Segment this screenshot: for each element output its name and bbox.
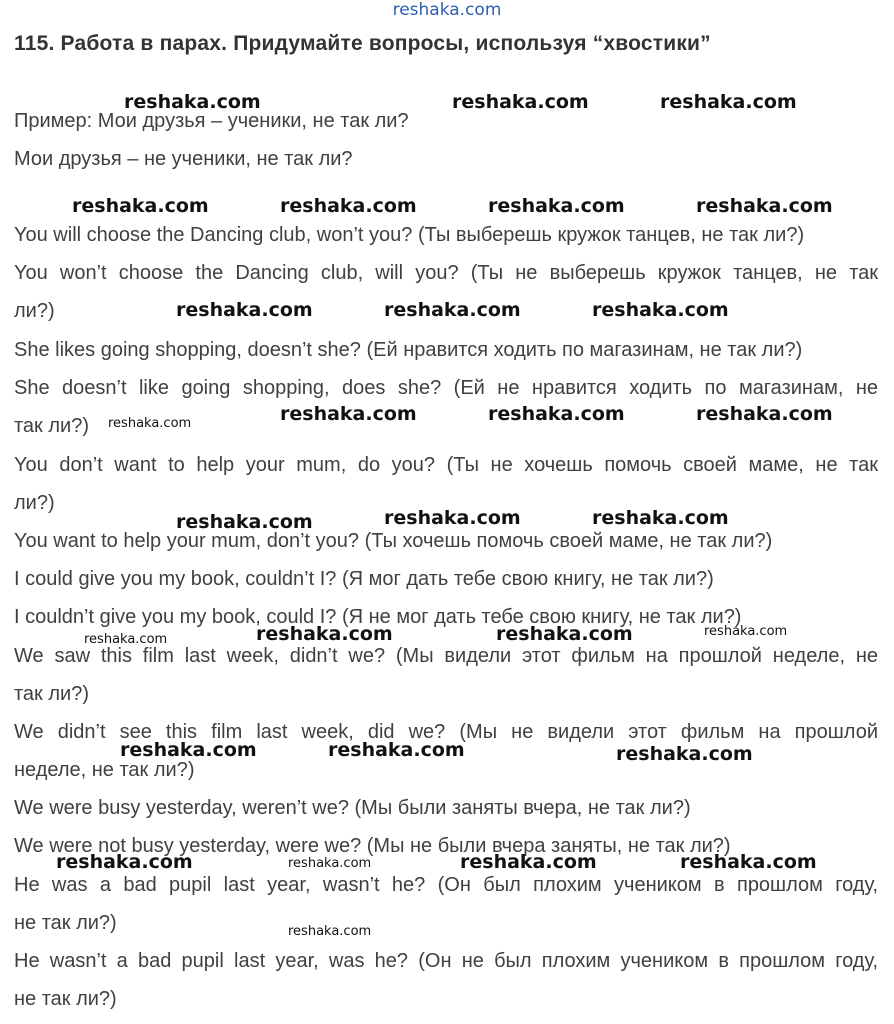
watermark: reshaka.com bbox=[384, 299, 521, 321]
watermark: reshaka.com bbox=[704, 624, 788, 639]
answer-line: We were not busy yesterday, were we? (Мы не были вчера заняты, не так ли?) bbox=[14, 835, 731, 857]
watermark: reshaka.com bbox=[84, 632, 168, 647]
watermark: reshaka.com bbox=[72, 195, 209, 217]
watermark: reshaka.com bbox=[280, 403, 417, 425]
watermark: reshaka.com bbox=[696, 403, 833, 425]
watermark: reshaka.com bbox=[660, 91, 797, 113]
watermark: reshaka.com bbox=[280, 195, 417, 217]
answer-line: You want to help your mum, don’t you? (Ты хочешь помочь своей маме, не так ли?) bbox=[14, 530, 773, 552]
answer-line: We were busy yesterday, weren’t we? (Мы были заняты вчера, не так ли?) bbox=[14, 797, 691, 819]
watermark: reshaka.com bbox=[592, 299, 729, 321]
watermark: reshaka.com bbox=[452, 91, 589, 113]
watermark: reshaka.com bbox=[328, 739, 465, 761]
answer-line: She doesn’t like going shopping, does she? (Ей не нравится ходить по магазинам, не bbox=[14, 377, 878, 399]
answer-line: You will choose the Dancing club, won’t you? (Ты выберешь кружок танцев, не так ли?) bbox=[14, 224, 805, 246]
example-line: Пример: Мои друзья – ученики, не так ли? bbox=[14, 110, 409, 132]
example-negative-line: Мои друзья – не ученики, не так ли? bbox=[14, 148, 353, 170]
watermark: reshaka.com bbox=[288, 856, 372, 871]
watermark: reshaka.com bbox=[696, 195, 833, 217]
answer-line: He wasn’t a bad pupil last year, was he? (Он не был плохим учеником в прошлом году, bbox=[14, 950, 878, 972]
watermark: reshaka.com bbox=[124, 91, 261, 113]
answer-line: You won’t choose the Dancing club, will you? (Ты не выберешь кружок танцев, не так bbox=[14, 262, 878, 284]
answer-line-continuation: так ли?) bbox=[14, 415, 89, 437]
watermark: reshaka.com bbox=[680, 851, 817, 873]
answer-line: We saw this film last week, didn’t we? (Мы видели этот фильм на прошлой неделе, не bbox=[14, 645, 878, 667]
answer-line-continuation: ли?) bbox=[14, 300, 55, 322]
watermark: reshaka.com bbox=[108, 416, 192, 431]
watermark: reshaka.com bbox=[616, 743, 753, 765]
answer-line-continuation: ли?) bbox=[14, 492, 55, 514]
answer-line-continuation: не так ли?) bbox=[14, 988, 117, 1010]
watermark: reshaka.com bbox=[384, 507, 521, 529]
answer-line: I could give you my book, couldn’t I? (Я мог дать тебе свою книгу, не так ли?) bbox=[14, 568, 714, 590]
watermark: reshaka.com bbox=[460, 851, 597, 873]
site-header[interactable]: reshaka.com bbox=[392, 0, 502, 20]
answer-line: I couldn’t give you my book, could I? (Я не мог дать тебе свою книгу, не так ли?) bbox=[14, 606, 742, 628]
answer-line-continuation: неделе, не так ли?) bbox=[14, 759, 195, 781]
watermark: reshaka.com bbox=[256, 623, 393, 645]
watermark: reshaka.com bbox=[288, 924, 372, 939]
watermark: reshaka.com bbox=[120, 739, 257, 761]
answer-line: He was a bad pupil last year, wasn’t he? (Он был плохим учеником в прошлом году, bbox=[14, 874, 878, 896]
watermark: reshaka.com bbox=[56, 851, 193, 873]
watermark: reshaka.com bbox=[176, 299, 313, 321]
answer-line: You don’t want to help your mum, do you? (Ты не хочешь помочь своей маме, не так bbox=[14, 454, 878, 476]
answer-line-continuation: не так ли?) bbox=[14, 912, 117, 934]
watermark: reshaka.com bbox=[488, 403, 625, 425]
answer-line-continuation: так ли?) bbox=[14, 683, 89, 705]
watermark: reshaka.com bbox=[496, 623, 633, 645]
watermark: reshaka.com bbox=[488, 195, 625, 217]
watermark: reshaka.com bbox=[592, 507, 729, 529]
task-title: 115. Работа в парах. Придумайте вопросы, используя “хвостики” bbox=[14, 32, 711, 55]
answer-line: She likes going shopping, doesn’t she? (Ей нравится ходить по магазинам, не так ли?) bbox=[14, 339, 803, 361]
watermark: reshaka.com bbox=[176, 511, 313, 533]
answer-line: We didn’t see this film last week, did we? (Мы не видели этот фильм на прошлой bbox=[14, 721, 878, 743]
